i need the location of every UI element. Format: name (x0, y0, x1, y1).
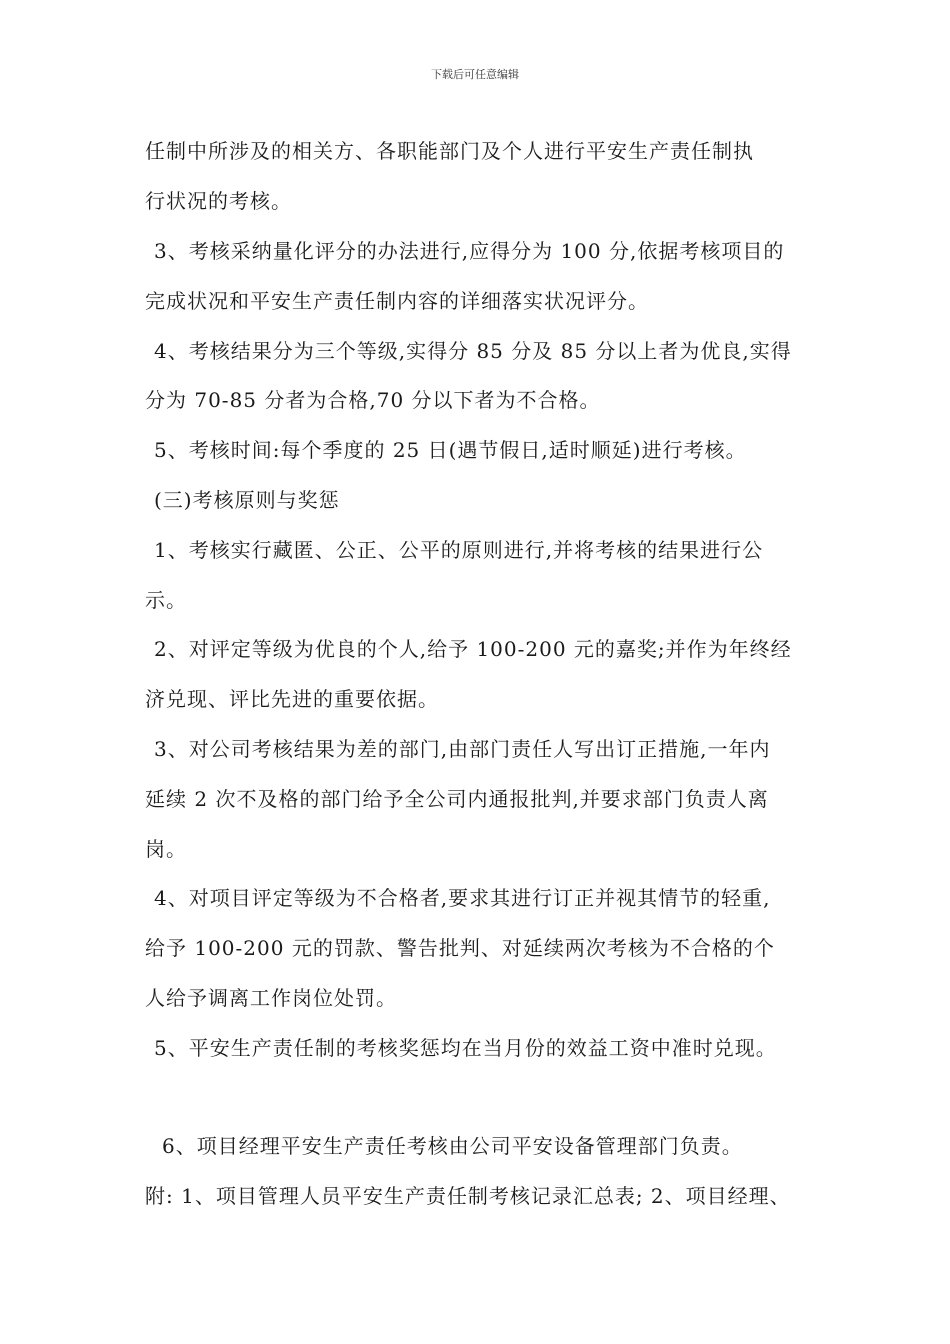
text-line: 3、对公司考核结果为差的部门,由部门责任人写出订正措施,一年内 (154, 737, 771, 761)
text-line: 人给予调离工作岗位处罚。 (145, 986, 397, 1010)
text-line: 4、考核结果分为三个等级,实得分 85 分及 85 分以上者为优良,实得 (154, 339, 792, 363)
text-line: 2、对评定等级为优良的个人,给予 100-200 元的嘉奖;并作为年终经 (154, 637, 792, 661)
text-line: 5、考核时间:每个季度的 25 日(遇节假日,适时顺延)进行考核。 (154, 438, 747, 462)
text-line: 完成状况和平安生产责任制内容的详细落实状况评分。 (145, 289, 649, 313)
text-line: 任制中所涉及的相关方、各职能部门及个人进行平安生产责任制执 (145, 139, 754, 163)
text-line: 5、平安生产责任制的考核奖惩均在当月份的效益工资中准时兑现。 (154, 1036, 777, 1060)
text-line: 1、考核实行藏匿、公正、公平的原则进行,并将考核的结果进行公 (154, 538, 764, 562)
text-line: 岗。 (145, 837, 187, 861)
section-heading: (三)考核原则与奖惩 (154, 488, 340, 512)
text-line: 6、项目经理平安生产责任考核由公司平安设备管理部门负责。 (162, 1134, 743, 1158)
text-line: 分为 70-85 分者为合格,70 分以下者为不合格。 (145, 388, 601, 412)
text-line: 3、考核采纳量化评分的办法进行,应得分为 100 分,依据考核项目的 (154, 239, 785, 263)
text-line: 示。 (145, 588, 187, 612)
text-line: 延续 2 次不及格的部门给予全公司内通报批判,并要求部门负责人离 (145, 787, 769, 811)
text-line: 行状况的考核。 (145, 189, 292, 213)
text-line: 附: 1、项目管理人员平安生产责任制考核记录汇总表; 2、项目经理、 (145, 1184, 791, 1208)
text-line: 4、对项目评定等级为不合格者,要求其进行订正并视其情节的轻重, (154, 886, 771, 910)
text-line: 给予 100-200 元的罚款、警告批判、对延续两次考核为不合格的个 (145, 936, 775, 960)
text-line: 济兑现、评比先进的重要依据。 (145, 687, 439, 711)
page-header: 下载后可任意编辑 (431, 68, 519, 81)
